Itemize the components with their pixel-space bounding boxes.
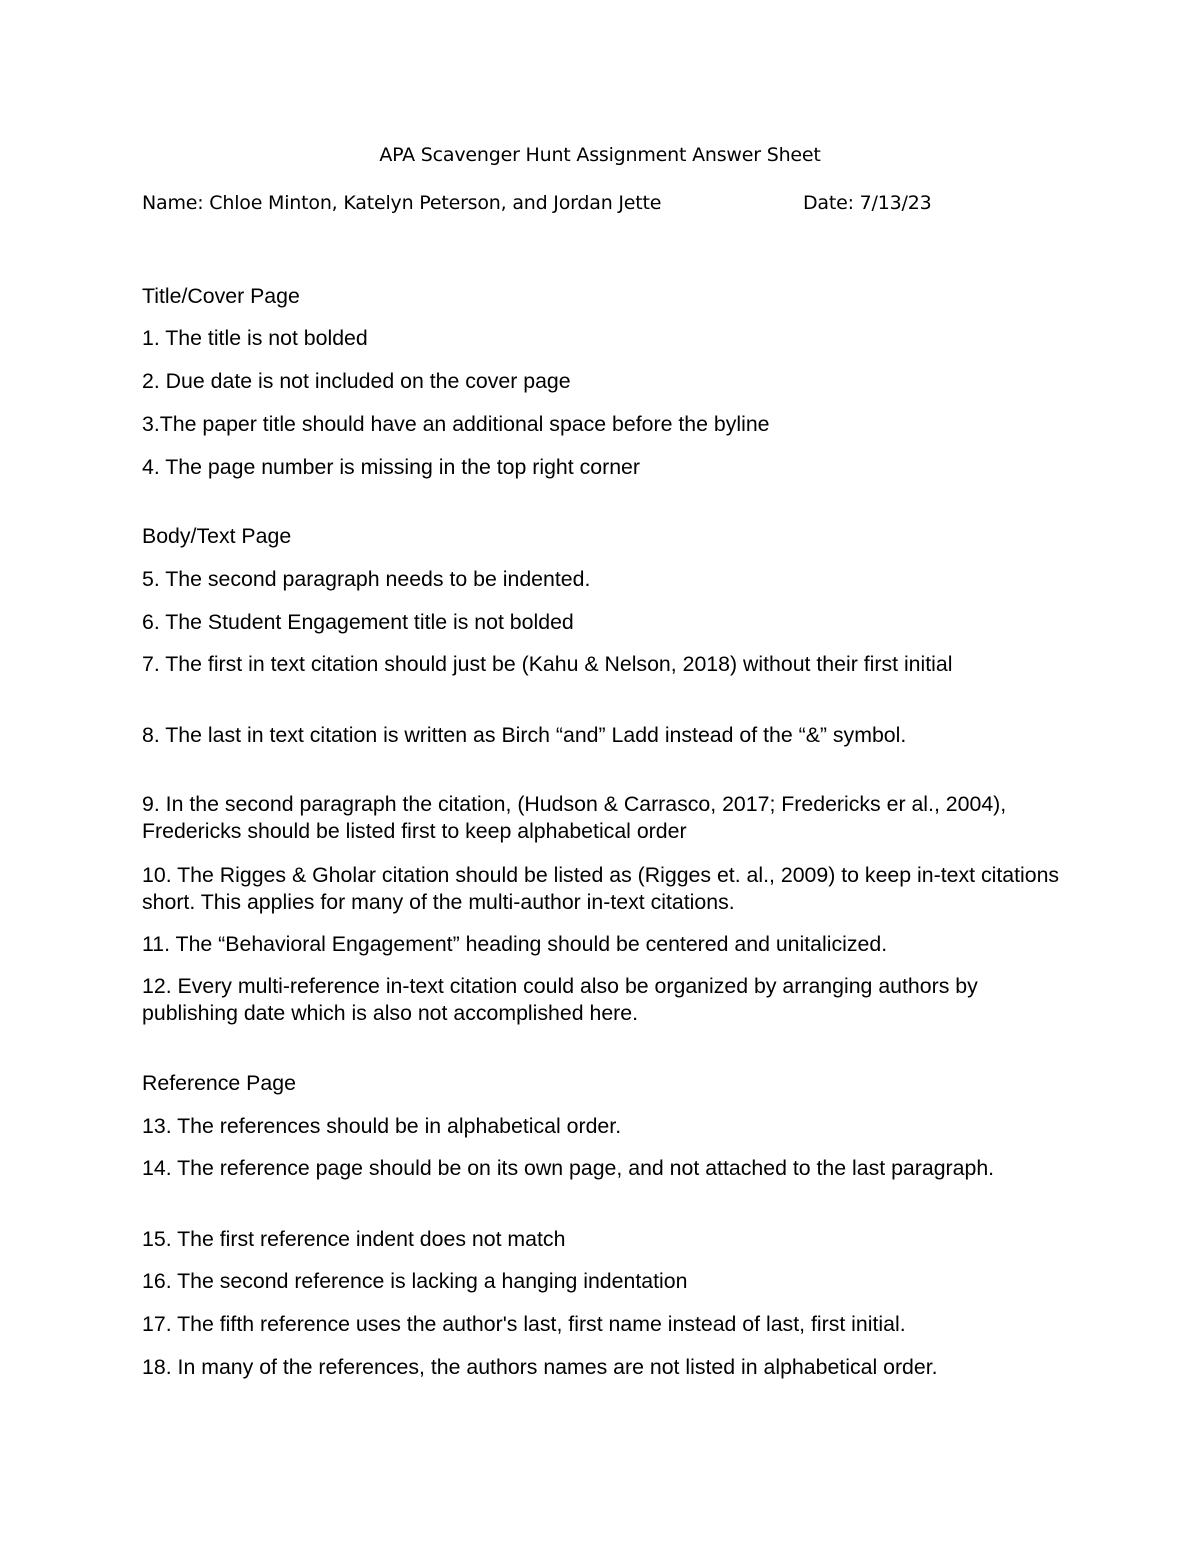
list-item: 1. The title is not bolded: [142, 326, 368, 350]
list-item: 13. The references should be in alphabetical order.: [142, 1114, 622, 1138]
list-item: 10. The Rigges & Gholar citation should be listed as (Rigges et. al., 2009) to keep in-text citations short. This applies for many of the multi-author in-text citations.: [142, 863, 1060, 914]
list-item: 12. Every multi-reference in-text citation could also be organized by arranging authors by publishing date which is also not accomplished here.: [142, 974, 978, 1025]
section-heading-body: Body/Text Page: [142, 524, 292, 548]
list-item: 6. The Student Engagement title is not bolded: [142, 610, 574, 634]
section-heading-cover: Title/Cover Page: [142, 284, 300, 308]
list-item: 9. In the second paragraph the citation, (Hudson & Carrasco, 2017; Fredericks er al., 2004), Fredericks should be listed first to keep alphabetical order: [142, 792, 1007, 843]
list-item: 4. The page number is missing in the top right corner: [142, 455, 640, 479]
section-heading-reference: Reference Page: [142, 1071, 296, 1095]
list-item: 17. The fifth reference uses the author's last, first name instead of last, first initial.: [142, 1312, 906, 1336]
student-names: Name: Chloe Minton, Katelyn Peterson, and Jordan Jette: [142, 192, 662, 214]
list-item: 15. The first reference indent does not match: [142, 1227, 566, 1251]
list-item: 2. Due date is not included on the cover page: [142, 369, 571, 393]
list-item: 18. In many of the references, the authors names are not listed in alphabetical order.: [142, 1355, 938, 1379]
list-item: 14. The reference page should be on its own page, and not attached to the last paragraph.: [142, 1156, 995, 1180]
document-title: APA Scavenger Hunt Assignment Answer Sheet: [379, 144, 821, 166]
list-item: 11. The “Behavioral Engagement” heading should be centered and unitalicized.: [142, 932, 888, 956]
list-item: 5. The second paragraph needs to be indented.: [142, 567, 591, 591]
list-item: 3.The paper title should have an additional space before the byline: [142, 412, 770, 436]
assignment-date: Date: 7/13/23: [803, 192, 932, 214]
list-item: 8. The last in text citation is written as Birch “and” Ladd instead of the “&” symbol.: [142, 723, 907, 747]
list-item: 7. The first in text citation should just be (Kahu & Nelson, 2018) without their first initial: [142, 652, 953, 676]
list-item: 16. The second reference is lacking a hanging indentation: [142, 1269, 688, 1293]
